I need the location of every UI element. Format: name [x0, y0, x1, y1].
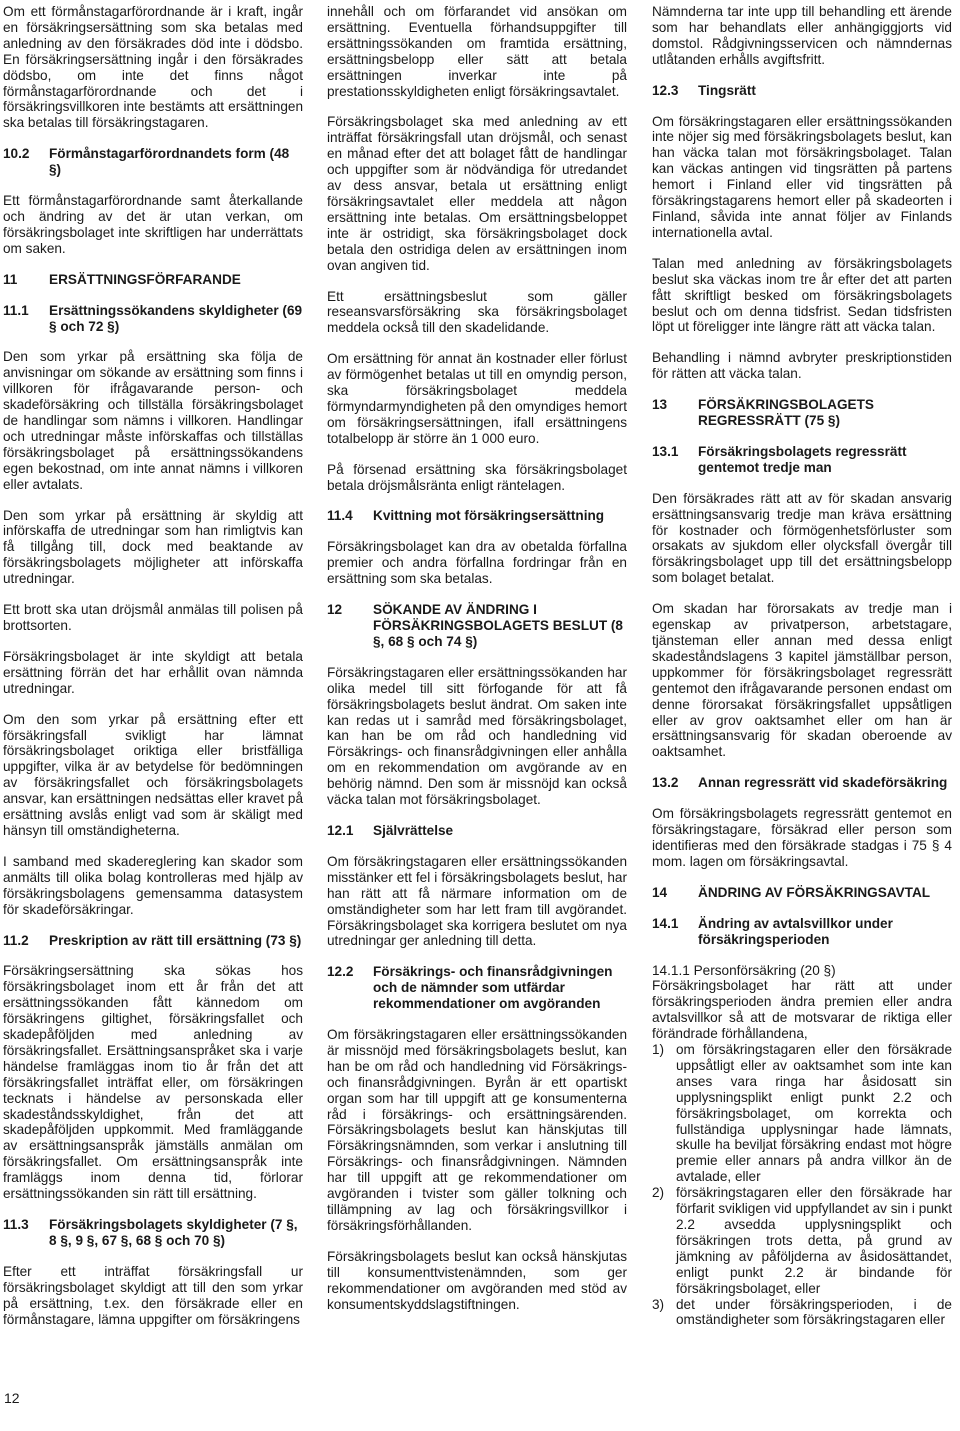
- section-title: ERSÄTTNINGSFÖRFARANDE: [49, 271, 241, 287]
- section-heading: [327, 508, 627, 524]
- section-title: Förmånstagarförordnandets form (48 §): [49, 146, 290, 178]
- column-3: [652, 4, 952, 1328]
- paragraph: Försäkringsbolaget kan dra av obetalda förfallna premier och andra förfallna fordringar från en ersättning som ska betalas.: [327, 539, 627, 587]
- paragraph: På försenad ersättning ska försäkringsbolaget betala dröjsmålsränta enligt räntelagen.: [327, 461, 627, 493]
- section-number: 10.2: [3, 146, 30, 162]
- list-item-number: 1): [652, 1042, 665, 1058]
- section-title: ÄNDRING AV FÖRSÄKRINGSAVTAL: [698, 884, 931, 900]
- paragraph: Om försäkringstagaren eller ersättningssökanden misstänker ett fel i försäkringsbolagets beslut, har han rätt att få närmare information om de omständigheter som har lett fram till avgörandet. Försäkringsbolaget ska korrigera beslutet om nya utredningar ger anledning till detta.: [327, 853, 627, 949]
- list-item-text: försäkringstagaren eller den försäkrade har förfarit svikligen vid uppfyllandet av sin i punkt 2.2 avsedda upplysningsplikt och försäkringen trots detta, på grund av jämkning av påföljderna av åsidosättandet, enligt punkt 2.2 är bindande för försäkringsbolaget, eller: [676, 1185, 952, 1296]
- list-item-text: om försäkringstagaren eller den försäkrade uppsåtligt eller av oaktsamhet som inte kan anses vara ringa har åsidosatt sin upplysningsplikt enligt punkt 2.2 och försäkringsbolaget, om korrekta och fullständiga upplysningar hade lämnats, skulle ha beviljat försäkring endast mot högre premie eller annars på andra villkor än de avtalade, eller: [676, 1042, 952, 1185]
- column-1: [3, 4, 303, 1342]
- paragraph: Om försäkringsbolagets regressrätt gentemot en försäkringstagare, försäkrad eller person som identifieras med den försäkrade stadgas i 75 § 4 mom. lagen om försäkringsavtal.: [652, 806, 952, 869]
- section-number: 12.2: [327, 964, 354, 980]
- section-title: Kvittning mot försäkringsersättning: [373, 508, 605, 524]
- section-title: FÖRSÄKRINGSBOLAGETS REGRESSRÄTT (75 §): [698, 397, 874, 429]
- paragraph: Om den som yrkar på ersättning efter ett försäkringsfall svikligt har lämnat försäkringsbolaget oriktiga eller bristfälliga uppgifter, vilka är av betydelse för bedömningen av försäkringsfallet och försäkringsbolagets ansvar, kan ersättningen nedsättas eller kravet på ersättning avslås enligt vad som är skäligt med hänsyn till omständigheterna.: [3, 711, 303, 838]
- paragraph: Försäkringsersättning ska sökas hos försäkringsbolaget inom ett år från det att ersättningssökanden fått kännedom om försäkringens giltighet, försäkringsfallet och skadepåföljden med anledning av försäkringsfallet. Ersättningsanspråket ska i varje händelse framläggas inom tio år från det att försäkringsfallet inträffat eller, om försäkringen tecknats i händelse av personskada eller skadeståndsskyldighet, från det att skadepåföljden uppkommit. Med framläggande av ersättningsanspråk jämställs anmälan om försäkringsfallet. Om ersättningsanspråk inte framläggs inom denna tid, förlorar ersättningssökanden sin rätt till ersättning.: [3, 963, 303, 1202]
- section-title: Preskription av rätt till ersättning (73 §): [49, 932, 302, 948]
- section-number: 11.1: [3, 302, 29, 318]
- section-number: 12: [327, 602, 343, 618]
- paragraph: innehåll och om förfarandet vid ansökan om ersättning. Eventuella förhandsuppgifter till ersättningssökanden om framtida ersättning, ersättningsbelopp eller sätt att betala ersättningen inverkar inte på prestationsskyldigheten enligt försäkringsavtalet.: [327, 4, 627, 99]
- paragraph: Försäkringsbolaget har rätt att under försäkringsperioden ändra premien eller andra avtalsvillkor så att de motsvarar de riktiga eller förändrade förhållandena,: [652, 978, 952, 1042]
- section-number: 13.2: [652, 775, 679, 791]
- paragraph: Behandling i nämnd avbryter preskriptionstiden för rätten att väcka talan.: [652, 350, 952, 382]
- list-item: [652, 1297, 952, 1329]
- section-title: Ändring av avtalsvillkor under försäkringsperioden: [698, 915, 893, 947]
- page-number: 12: [4, 1390, 20, 1406]
- section-number: 12.3: [652, 82, 679, 98]
- section-title: Försäkringsbolagets skyldigheter (7 §, 8 §, 9 §, 67 §, 68 § och 70 §): [49, 1217, 298, 1248]
- section-number: 11: [3, 271, 18, 287]
- section-heading: [652, 83, 952, 99]
- section-heading: [652, 885, 952, 901]
- list-item-number: 2): [652, 1185, 665, 1201]
- paragraph: Efter ett inträffat försäkringsfall ur försäkringsbolaget skyldigt att till den som yrkar på ersättning, t.ex. den försäkrade eller en förmånstagare, lämna uppgifter om försäkringens: [3, 1263, 303, 1327]
- paragraph: Om ett förmånstagarförordnande är i kraft, ingår en försäkringsersättning som ska betalas med anledning av den försäkrades död inte i dödsbo. En försäkringsersättning ingår i den försäkrades dödsbo, om inte det finns något förmånstagarförordnande och det i försäkringsvillkoren inte bestämts att ersättningen ska betalas till försäkringstagaren.: [3, 4, 303, 131]
- section-number: 13: [652, 397, 668, 413]
- section-number: 11.2: [3, 932, 29, 948]
- section-title: Tingsrätt: [698, 82, 756, 98]
- section-heading: [3, 1217, 303, 1249]
- paragraph: Om skadan har förorsakats av tredje man i egenskap av privatperson, arbetstagare, tjänsteman eller annan med dessa enligt skadeståndslagens 3 kapitel jämställbar person, uppkommer för försäkringsbolaget regressrätt gentemot den ifrågavarande personen endast om denne förorsakat försäkringsfallet uppsåtligen eller av grov oaktsamhet eller om han är ersättningsansvarig för skadan oberoende av oaktsamhet.: [652, 601, 952, 760]
- paragraph: Ett ersättningsbeslut som gäller reseansvarsförsäkring ska försäkringsbolaget meddela också till den skadelidande.: [327, 288, 627, 336]
- section-heading: [327, 823, 627, 839]
- section-heading: [3, 272, 303, 288]
- paragraph: Försäkringsbolaget är inte skyldigt att betala ersättning förrän det har erhållit ovan nämnda utredningar.: [3, 648, 303, 696]
- section-number: 12.1: [327, 822, 354, 838]
- paragraph: Om försäkringstagaren eller ersättningssökanden inte nöjer sig med försäkringsbolagets beslut, kan han väcka talan mot försäkringsbolaget. Talan kan väckas antingen vid tingsrätten på partens hemort i Finland eller vid tingsrätten på försäkringstagarens hemort eller på skadeorten i Finland, såvida inte annat följer av Finlands internationella avtal.: [652, 113, 952, 240]
- section-heading: [652, 775, 952, 791]
- list-item-number: 3): [652, 1296, 665, 1312]
- paragraph: Ett brott ska utan dröjsmål anmälas till polisen på brottsorten.: [3, 602, 303, 633]
- section-title: Annan regressrätt vid skadeförsäkring: [698, 775, 948, 791]
- section-number: 14: [652, 884, 668, 900]
- paragraph: Försäkringstagaren eller ersättningssökanden har olika medel till sitt förfogande för att få försäkringsbolagets beslut ändrat. Om saken inte kan redas ut i samråd med försäkringsbolaget, kan han be om råd och handledning vid Försäkrings- och finansrådgivningen eller anhålla om en rekommendation om avgörande av en behörig nämnd. Den som är missnöjd kan också väcka talan mot försäkringsbolaget.: [327, 664, 627, 808]
- section-heading: [327, 964, 627, 1012]
- section-heading: [3, 933, 303, 949]
- list-item-text: det under försäkringsperioden, i de omständigheter som försäkringstagaren eller: [676, 1296, 952, 1328]
- column-2: [327, 4, 627, 1327]
- paragraph: Försäkringsbolaget ska med anledning av ett inträffat försäkringsfall utan dröjsmål, och senast en månad efter det att bolaget fått de handlingar och uppgifter som är nödvändiga för utredandet av dess ansvar, betala ut ersättning enligt försäkringsavtalet eller meddela att någon ersättning inte betalas. Om ersättningsbeloppet inte är ostridigt, ska försäkringsbolaget dock betala den ostridiga delen av ersättningen inom ovan angiven tid.: [327, 114, 627, 273]
- section-number: 11.3: [3, 1217, 29, 1232]
- section-title: Försäkrings- och finansrådgivningen och de nämnder som utfärdar rekommendationer om avgöranden: [373, 964, 613, 1012]
- list-item: [652, 1185, 952, 1296]
- section-heading: [3, 303, 303, 335]
- paragraph: Talan med anledning av försäkringsbolagets beslut ska väckas inom tre år efter det att parten fått skriftligt besked om försäkringsbolagets beslut och om denna tidsfrist. Sedan tidsfristen löpt ut föreligger inte längre rätt att väcka talan.: [652, 255, 952, 335]
- paragraph: Den som yrkar på ersättning är skyldig att införskaffa de utredningar som han rimligtvis kan få tillgång till, dock med beaktande av försäkringsbolagets möjligheter att införskaffa utredningar.: [3, 507, 303, 587]
- section-title: Ersättningssökandens skyldigheter (69 § och 72 §): [49, 302, 303, 334]
- section-heading: [327, 602, 627, 650]
- paragraph: Nämnderna tar inte upp till behandling ett ärende som har behandlats eller anhängiggjorts vid domstol. Rådgivningsservicen och nämndernas utlåtanden erhålls avgiftsfritt.: [652, 4, 952, 67]
- section-number: 13.1: [652, 443, 679, 459]
- section-number: 14.1: [652, 915, 679, 931]
- section-number: 11.4: [327, 508, 353, 524]
- paragraph: Om försäkringstagaren eller ersättningssökanden är missnöjd med försäkringsbolagets beslut, kan han be om råd och handledning vid Försäkrings- och finansrådgivningen. Byrån är ett opartiskt organ som har till uppgift att ge konsumenterna råd i försäkrings- och ersättningsärenden. Försäkringsbolagets beslut kan hänskjutas till Försäkringsnämnden, som verkar i anslutning till Försäkrings- och finansrådgivningen. Nämnden har till uppgift att ge rekommendationer om avgöranden i tvister som gäller tolkning och tillämpning av lag och försäkringsvillkor i försäkringsförhållanden.: [327, 1027, 627, 1233]
- paragraph: 14.1.1 Personförsäkring (20 §): [652, 962, 836, 978]
- section-heading: [652, 444, 952, 476]
- section-title: Försäkringsbolagets regressrätt gentemot tredje man: [698, 443, 907, 475]
- paragraph: Om ersättning för annat än kostnader eller förlust av förmögenhet betalas ut till en omyndig person, ska försäkringsbolaget meddela förmyndarmyndigheten på den omyndiges hemort om försäkringsersättningen, ifall ersättningens totalbelopp är större än 1 000 euro.: [327, 351, 627, 446]
- section-heading: [652, 397, 952, 429]
- paragraph: Ett förmånstagarförordnande samt återkallande och ändring av det är utan verkan, om försäkringsbolaget inte skriftligen har underrättats om saken.: [3, 193, 303, 256]
- paragraph: Den som yrkar på ersättning ska följa de anvisningar om sökande av ersättning som finns i villkoren för ifrågavarande person- och skadeförsäkring och tillställa försäkringsbolaget de handlingar som nämns i villkoren. Handlingar och utredningar måste införskaffas och tillställas försäkringsbolaget på ersättningssökandens egen bekostnad, om inte annat nämns i villkoren eller avtalats.: [3, 349, 303, 492]
- section-heading: [3, 146, 303, 178]
- section-title: Självrättelse: [373, 822, 454, 838]
- list-item: [652, 1042, 952, 1185]
- paragraph: Den försäkrades rätt att av för skadan ansvarig ersättningsansvarig tredje man kräva ersättning för kostnader och förmögenhetsförluster som orsakats av sjukdom eller olycksfall övergår till försäkringsbolaget upp till det ersättningsbelopp som bolaget betalat.: [652, 490, 952, 586]
- paragraph: I samband med skadereglering kan skador som anmälts till olika bolag kontrolleras med hjälp av försäkringsbolagens gemensamma datasystem för skadeförsäkringar.: [3, 853, 303, 917]
- paragraph: Försäkringsbolagets beslut kan också hänskjutas till konsumenttvistenämnden, som ger rekommendationer om avgöranden med stöd av konsumentskyddslagstiftningen.: [327, 1248, 627, 1312]
- section-title: SÖKANDE AV ÄNDRING I FÖRSÄKRINGSBOLAGETS BESLUT (8 §, 68 § och 74 §): [373, 602, 623, 649]
- numbered-list: [652, 1042, 952, 1328]
- section-heading: [652, 916, 952, 948]
